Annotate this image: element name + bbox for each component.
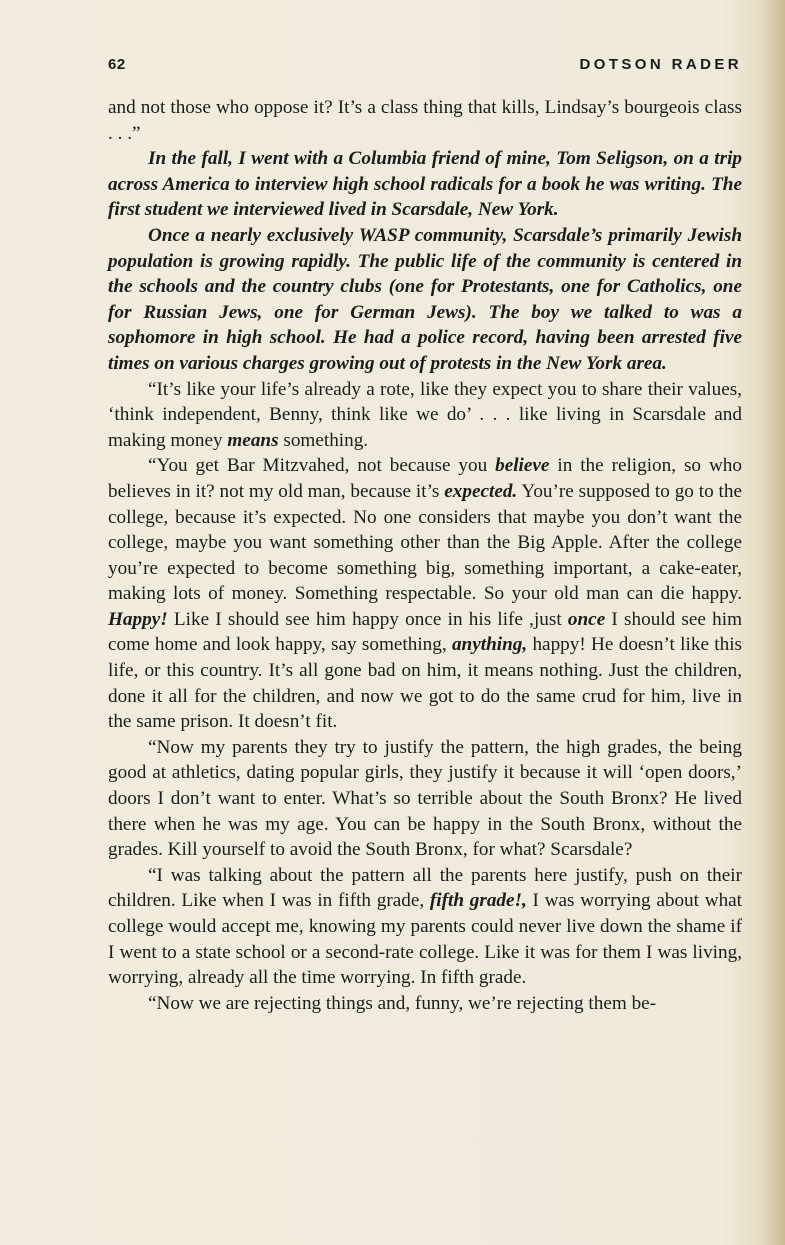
paragraph-6: “Now my parents they try to justify the pattern, the high grades, the being good at athletics, dating popular girls, they justify it because it will ‘open doors,’ doors I don’t want to enter. What’s so terrible about the South Bronx? He lived there when he was my age. You can be happy in the South Bronx, without the grades. Kill yourself to avoid the South Bronx, for what? Scarsdale? bbox=[108, 736, 742, 861]
paragraph-2: In the fall, I went with a Columbia friend of mine, Tom Seligson, on a trip across America to interview high school radicals for a book he was writing. The first student we interviewed lived in Scarsdale, New York. bbox=[108, 148, 742, 221]
text-run: You’re supposed to go to the college, because it’s expected. No one considers that maybe you don’t want the college, maybe you want something other than the Big Apple. After the college you’re expected to become something big, something important, a cake-eater, making lots of money. Something respectable. So your old man can die happy. bbox=[108, 480, 742, 605]
emphasis: anything, bbox=[451, 634, 528, 656]
paragraph-1: and not those who oppose it? It’s a class thing that kills, Lindsay’s bourgeois class . . .” bbox=[108, 97, 742, 144]
emphasis: means bbox=[227, 429, 279, 451]
paragraph-3: Once a nearly exclusively WASP community, Scarsdale’s primarily Jewish population is growing rapidly. The public life of the community is centered in the schools and the country clubs (one for Protestants, one for Catholics, one for Russian Jews, one for German Jews). The boy we talked to was a sophomore in high school. He had a police record, having been arrested five times on various charges growing out of protests in the New York area. bbox=[108, 224, 742, 374]
page-header bbox=[108, 56, 742, 80]
page-number: 62 bbox=[108, 56, 126, 73]
paragraph-5 bbox=[108, 453, 742, 735]
text-run: I was worrying about what college would accept me, knowing my parents could never live down the shame if I went to a state school or a second-rate college. Like it was for them I was living, worrying, already all the time worrying. In fifth grade. bbox=[108, 890, 743, 989]
emphasis: expected. bbox=[444, 480, 518, 502]
text-run: “You get Bar Mitzvahed, not because you bbox=[148, 455, 496, 477]
paragraph-7 bbox=[108, 863, 742, 991]
emphasis: fifth grade!, bbox=[429, 890, 527, 912]
emphasis: Happy! bbox=[108, 608, 168, 630]
emphasis: once bbox=[567, 608, 606, 630]
emphasis: believe bbox=[495, 455, 550, 477]
text-run: I should see him come home and look happy, say something, bbox=[108, 608, 742, 656]
text-run: “It’s like your life’s already a rote, like they expect you to share their values, ‘think independent, Benny, think like we do’ . . . like living in Scarsdale and making money bbox=[108, 378, 742, 451]
body-text bbox=[108, 95, 742, 1016]
running-head: DOTSON RADER bbox=[579, 56, 742, 73]
text-run: Like I should see him happy once in his life ,just bbox=[167, 608, 568, 630]
text-run: something. bbox=[278, 429, 369, 451]
text-run: happy! He doesn’t like this life, or this country. It’s all gone bad on him, it means nothing. Just the children, done it all for the children, and now we got to do the same crud for him, live in the same prison. It doesn’t fit. bbox=[108, 634, 742, 733]
text-run: in the religion, so who believes in it? not my old man, because it’s bbox=[108, 455, 742, 502]
paragraph-4 bbox=[108, 377, 742, 454]
text-run: “I was talking about the pattern all the parents here justify, push on their children. Like when I was in fifth grade, bbox=[108, 864, 742, 912]
paragraph-8: “Now we are rejecting things and, funny, we’re rejecting them be- bbox=[148, 992, 657, 1014]
